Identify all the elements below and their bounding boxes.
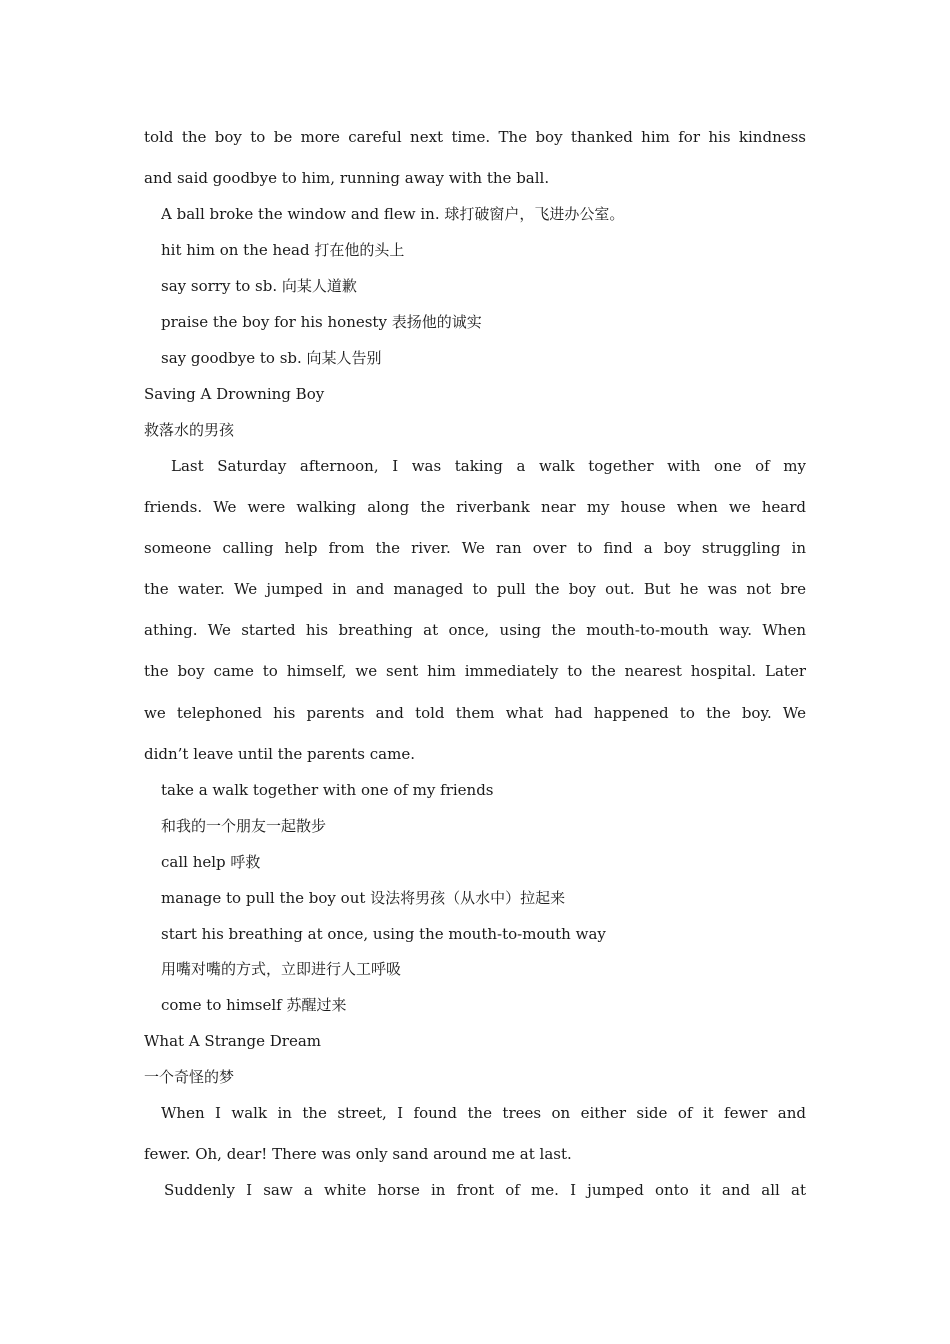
phrase-line: manage to pull the boy out 设法将男孩（从水中）拉起来 [161, 889, 566, 907]
phrase-line: 用嘴对嘴的方式，立即进行人工呼吸 [161, 960, 402, 978]
paragraph-line: we telephoned his parents and told them what had happened to the boy. We [144, 704, 806, 722]
paragraph-line: Last Saturday afternoon, I was taking a walk together with one of my [171, 457, 806, 475]
story-title-zh: 救落水的男孩 [144, 421, 235, 439]
phrase-line: come to himself 苏醒过来 [161, 996, 347, 1014]
phrase-line: 和我的一个朋友一起散步 [161, 817, 327, 835]
paragraph-line: When I walk in the street, I found the trees on either side of it fewer and [161, 1104, 806, 1122]
story-title-zh: 一个奇怪的梦 [144, 1068, 235, 1086]
paragraph-line: the water. We jumped in and managed to pull the boy out. But he was not bre [144, 580, 806, 598]
paragraph-line: Suddenly I saw a white horse in front of me. I jumped onto it and all at [164, 1181, 806, 1199]
paragraph-line: someone calling help from the river. We ran over to find a boy struggling in [144, 539, 806, 557]
paragraph-line: told the boy to be more careful next time. The boy thanked him for his kindness [144, 128, 806, 146]
paragraph-line: didn’t leave until the parents came. [144, 745, 415, 763]
phrase-line: say goodbye to sb. 向某人告别 [161, 349, 382, 367]
paragraph-line: the boy came to himself, we sent him immediately to the nearest hospital. Later [144, 662, 806, 680]
phrase-line: start his breathing at once, using the mouth-to-mouth way [161, 925, 606, 943]
phrase-line: praise the boy for his honesty 表扬他的诚实 [161, 313, 482, 331]
story-title-en: What A Strange Dream [144, 1032, 321, 1050]
story-title-en: Saving A Drowning Boy [144, 385, 325, 403]
phrase-line: call help 呼救 [161, 853, 261, 871]
paragraph-line: fewer. Oh, dear! There was only sand around me at last. [144, 1145, 572, 1163]
paragraph-line: athing. We started his breathing at once, using the mouth-to-mouth way. When [144, 621, 806, 639]
phrase-line: say sorry to sb. 向某人道歉 [161, 277, 357, 295]
phrase-line: hit him on the head 打在他的头上 [161, 241, 405, 259]
phrase-line: A ball broke the window and flew in. 球打破窗户，飞进办公室。 [161, 205, 625, 223]
paragraph-line: and said goodbye to him, running away with the ball. [144, 169, 550, 187]
phrase-line: take a walk together with one of my friends [161, 781, 494, 799]
paragraph-line: friends. We were walking along the riverbank near my house when we heard [144, 498, 806, 516]
